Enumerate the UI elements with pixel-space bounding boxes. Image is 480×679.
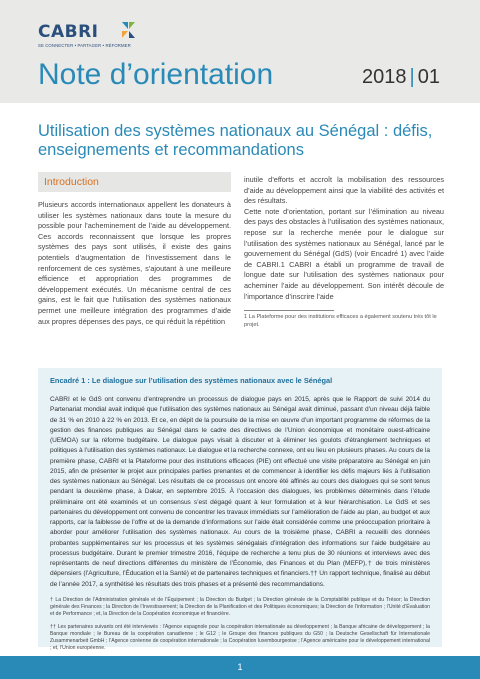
page-header	[0, 0, 480, 103]
page-footer	[0, 656, 480, 679]
issue: 01	[417, 66, 440, 88]
intro-column-left	[38, 172, 231, 327]
cabri-logo	[38, 22, 131, 48]
box-title: Encadré 1 : Le dialogue sur l’utilisation des systèmes nationaux avec le Sénégal	[50, 376, 333, 385]
box-body: CABRI et le GdS ont convenu d’entreprendre un processus de dialogue pays en 2015, après que le Rapport de suivi 2014 du Partenariat mondial avait indiqué que l’utilisation des systèmes nationaux au Sénégal avait diminué, passant d’un niveau déjà faible de 31 % en 2010 à 22 % en 2013. Et ce, en dépit de la poursuite de la mise en œuvre d’un important programme de réformes de la gestion des finances publiques au Sénégal dans le cadre des directives de l’Union économique et monétaire ouest-africaine (UEMOA) sur la réforme budgétaire. Le dialogue pays visait à discuter et à éliminer les goulots d’étranglement techniques et politiques à l’utilisation des systèmes nationaux. Le dialogue et la recherche connexe, ont eu lieu en plusieurs phases. Au cours de la première phase, CABRI et la Plateforme pour des institutions efficaces (PIE) ont effectué une visite préparatoire au Sénégal en juin 2015, afin de présenter le projet aux principales parties prenantes et de commencer à identifier les défis majeurs liés à l’utilisation des systèmes nationaux au Sénégal. Les résultats de ce processus ont encore été affinés au cours des dialogues qui se sont tenus pendant la deuxième phase, à Dakar, en septembre 2015. À l’occasion des dialogues, les problèmes déterminés dans l’étude préliminaire ont été examinés et un consensus s’est dégagé quant à leur formulation et à leur hiérarchisation. Le GdS et ses partenaires du développement ont convenu de concentrer les travaux immédiats sur l’amélioration de l’aide au plan, au budget et aux rapports, car la faiblesse de l’offre et de la demande d’informations sur l’aide était considérée comme une préoccupation prioritaire à aborder pour améliorer l’utilisation des systèmes nationaux. Au cours de la troisième phase, CABRI a recueilli des données probantes supplémentaires sur les processus et les systèmes sénégalais d’intégration des informations sur l’aide budgétaire au processus budgétaire. Durant le premier trimestre 2016, l’équipe de recherche a tenu plus de 30 réunions et interviews avec des représentants de neuf directions différentes du ministère de l’Économie, des Finances et du Plan (MEFP),† de trois ministères dépensiers (l’Agriculture, l’Éducation et la Santé) et de partenaires techniques et financiers.†† Un rapport technique, finalisé au début de l’année 2017, a synthétisé les résultats des trois phases et a présenté des recommandations.	[50, 396, 430, 588]
issue-separator: |	[409, 66, 415, 88]
intro-paragraph-left: Plusieurs accords internationaux appellent les donateurs à utiliser les systèmes nationaux dans toute la mesure du possible pour l’acheminement de l’aide au développement. Ces accords reconnaissent que lorsque les propres systèmes des pays sont utilisés, il existe des gains potentiels d’augmentation de l’investissement dans le renforcement de ces systèmes, s’ajoutant à une meilleure efficience et appropriation des programmes de développement exécutés. Un mécanisme central de ces gains, est le fait que l’utilisation des systèmes nationaux permet une meilleure intégration des programmes d’aide aux propres dépenses des pays, ce qui réduit la répétition	[38, 200, 231, 326]
footnote-divider	[244, 310, 334, 311]
logo-tagline: SE CONNECTER • PARTAGER • RÉFORMER	[38, 43, 131, 48]
intro-paragraph-right-1: inutile d’efforts et accroît la mobilisation des ressources d’aide au développement ainsi que la viabilité des activités et des résultats.	[244, 175, 444, 206]
logo-text: CABRI	[38, 22, 99, 42]
logo-mark-icon	[120, 20, 136, 40]
intro-column-right	[244, 175, 444, 329]
intro-heading: Introduction	[38, 172, 231, 192]
box-encadre-1	[38, 368, 442, 652]
page-number: 1	[237, 662, 243, 672]
intro-footnote: 1 La Plateforme pour des institutions efficaces a également soutenu très tôt le projet.	[244, 314, 437, 328]
issue-number	[362, 66, 440, 89]
box-footnote-1: † La Direction de l’Administration générale et de l’Équipement ; la Direction du Budget ; la Direction générale de la Comptabilité publique et du Trésor; la Direction générale des Finances ; la Direction de l’Investissement; la Direction de la Planification et des Politiques économiques; la Direction de l’information ; l’Unité d’Évaluation et de Performance ; et, la Direction de la Coopération économique et financière.	[50, 596, 430, 617]
year: 2018	[362, 66, 407, 88]
box-footnote-2: †† Les partenaires suivants ont été interviewés : l’Agence espagnole pour la coopération internationale au développement ; la Banque africaine de développement ; la Banque mondiale ; le Bureau de la coopération canadienne ; le G12 ; le Groupe des finances publiques du G50 ; la Deutsche Gesellschaft für Internationale Zusammenarbeit GmbH ; l’Agence coréenne de coopération internationale ; la Coopération luxembourgeoise ; l’Agence américaine pour le développement international ; et, l’Union européenne.	[50, 624, 430, 652]
page-title: Note d’orientation	[38, 58, 274, 91]
intro-paragraph-right-2: Cette note d’orientation, portant sur l’élimination au niveau des pays des obstacles à l’utilisation des systèmes nationaux, repose sur la recherche menée pour le dialogue sur l’utilisation des systèmes nationaux au Sénégal, lancé par le gouvernement du Sénégal (GdS) (voir Encadré 1) avec l’aide de CABRI.1 CABRI a établi un programme de travail de longue date sur l’utilisation des systèmes nationaux pour acheminer l’aide au développement. Son intérêt découle de l’importance d’inscrire l’aide	[244, 206, 444, 301]
document-title: Utilisation des systèmes nationaux au Sénégal : défis, enseignements et recommandations	[38, 122, 433, 159]
